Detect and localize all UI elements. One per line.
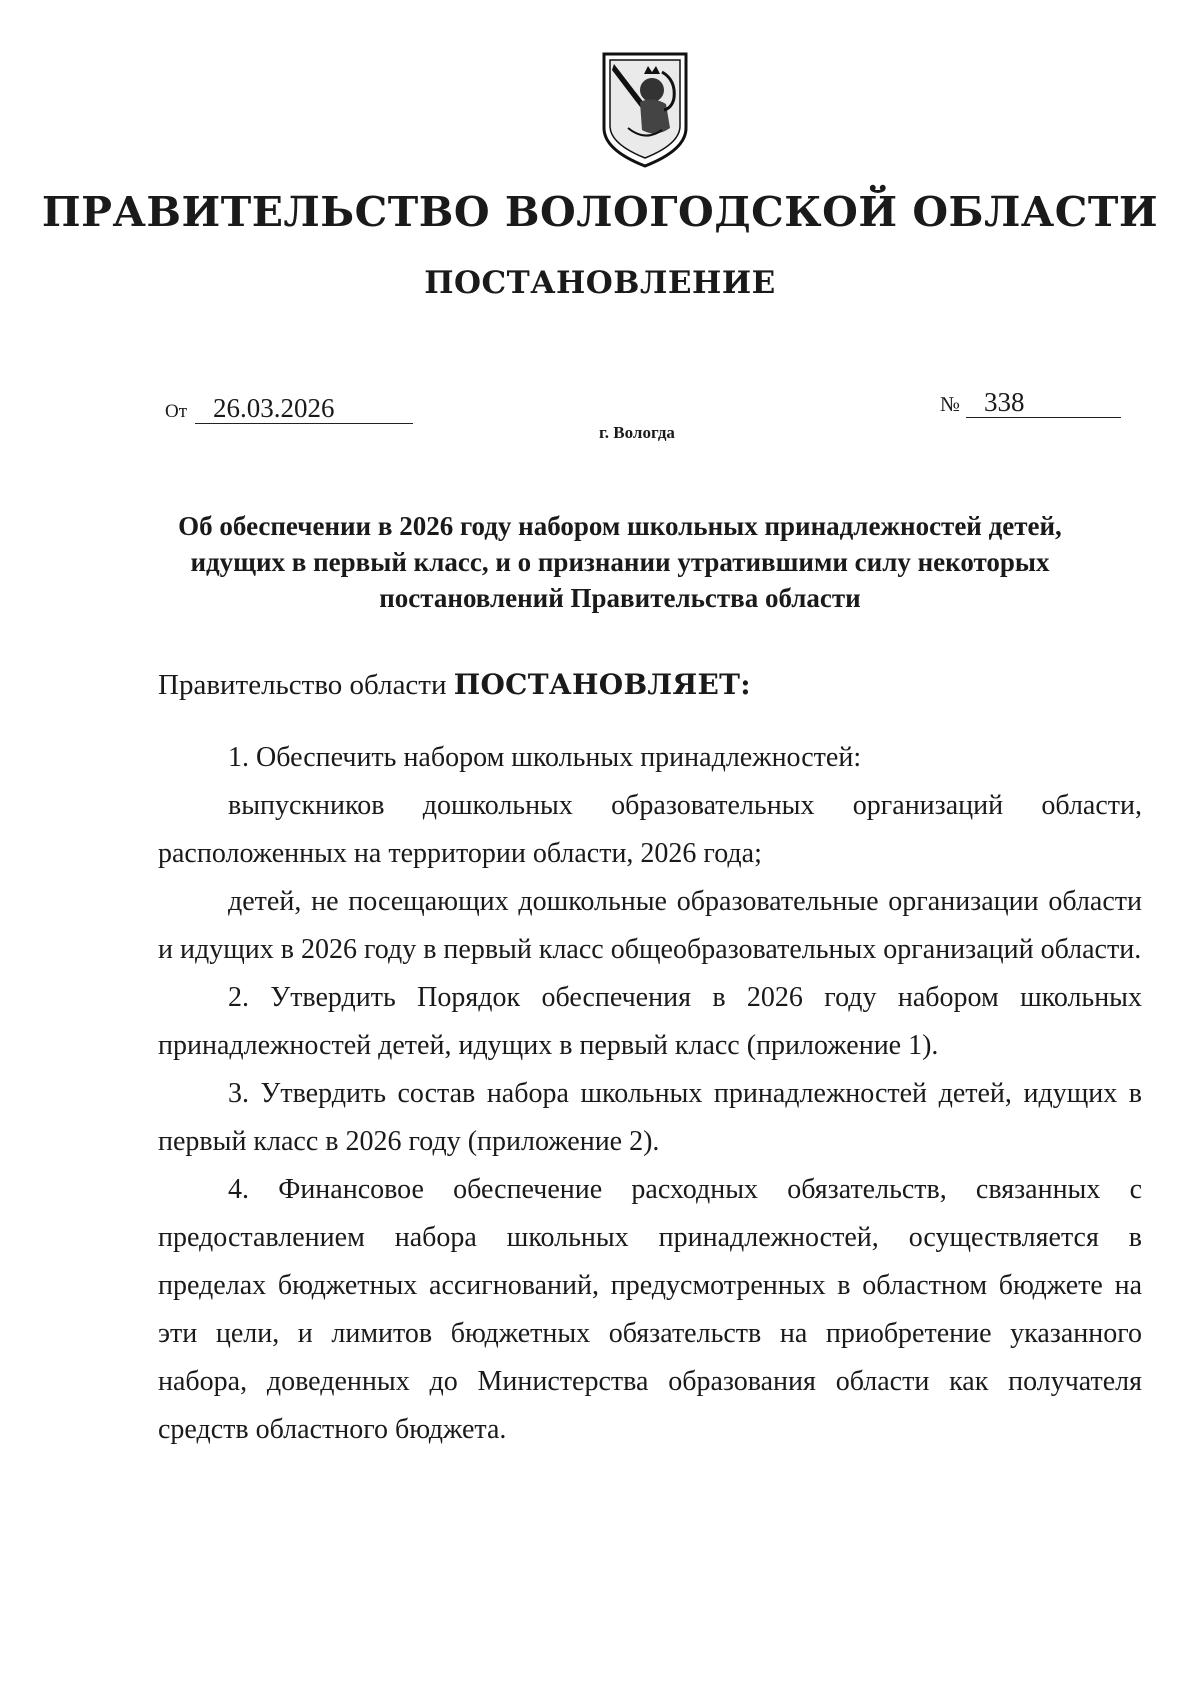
paragraph: 3. Утвердить состав набора школьных принадлежностей детей, идущих в первый класс в 2026 году (приложение 2). <box>158 1078 1142 1157</box>
number-prefix: № <box>940 392 961 416</box>
date-prefix: От <box>165 401 188 422</box>
document-number: 338 <box>966 387 1121 418</box>
document-date: 26.03.2026 <box>195 393 413 424</box>
paragraph: 2. Утвердить Порядок обеспечения в 2026 году набором школьных принадлежностей детей, идущих в первый класс (приложение 1). <box>158 982 1142 1061</box>
government-title: ПРАВИТЕЛЬСТВО ВОЛОГОДСКОЙ ОБЛАСТИ <box>41 188 1159 236</box>
preamble <box>158 668 751 702</box>
coat-of-arms-icon <box>600 50 690 168</box>
document-type: ПОСТАНОВЛЕНИЕ <box>424 265 776 301</box>
heading-line: Об обеспечении в 2026 году набором школьных принадлежностей детей, <box>178 511 1062 541</box>
document-body <box>158 734 1142 1454</box>
paragraph: 4. Финансовое обеспечение расходных обязательств, связанных с предоставлением набора школьных принадлежностей, осуществляется в пределах бюджетных ассигнований, предусмотренных в областном бюджете на эти цели, и лимитов бюджетных обязательств на приобретение указанного набора, доведенных до Министерства образования области как получателя средств областного бюджета. <box>158 1174 1142 1445</box>
date-field <box>165 393 413 424</box>
paragraph: 1. Обеспечить набором школьных принадлежностей: <box>228 742 862 773</box>
document-heading <box>150 508 1090 616</box>
preamble-text: Правительство области <box>158 669 454 701</box>
paragraph: выпускников дошкольных образовательных организаций области, расположенных на территории области, 2026 года; <box>158 790 1142 869</box>
number-field <box>940 387 1121 418</box>
heading-line: постановлений Правительства области <box>379 583 861 613</box>
paragraph: детей, не посещающих дошкольные образовательные организации области и идущих в 2026 году в первый класс общеобразовательных организаций области. <box>158 886 1142 965</box>
preamble-emphasis: ПОСТАНОВЛЯЕТ: <box>453 668 751 701</box>
city: г. Вологда <box>599 423 675 442</box>
heading-line: идущих в первый класс, и о признании утратившими силу некоторых <box>190 547 1050 577</box>
